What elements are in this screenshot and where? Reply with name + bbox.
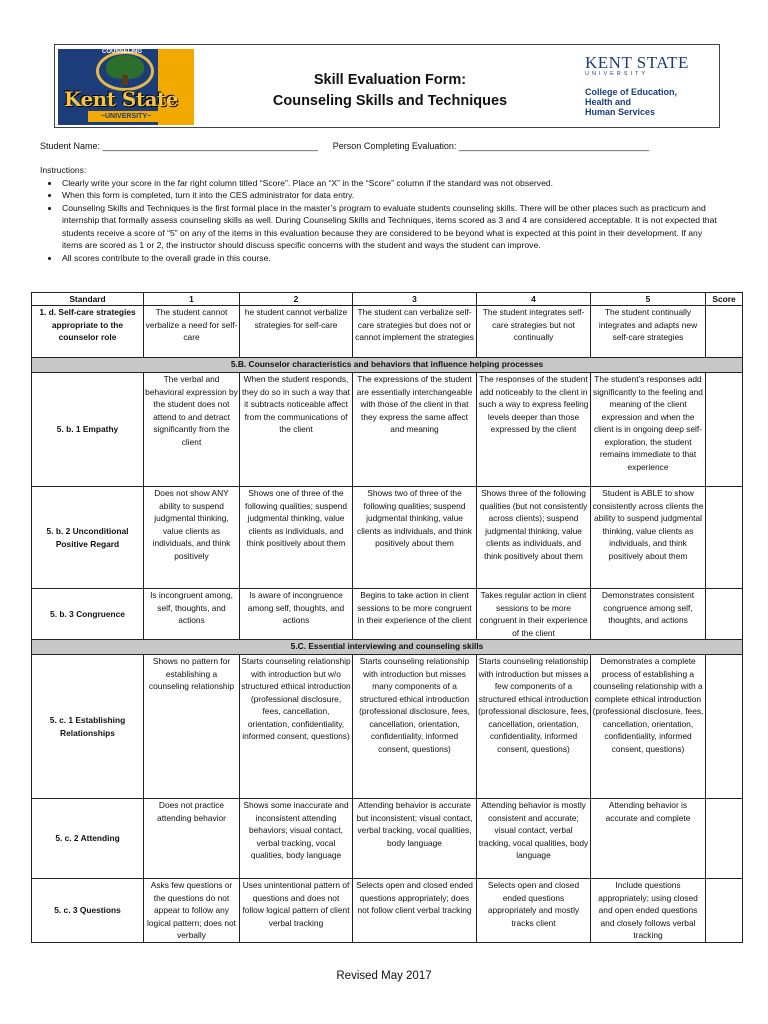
- rubric-cell: Takes regular action in client sessions to be more congruent in their experience of the client: [477, 589, 591, 640]
- rubric-cell: Is incongruent among, self, thoughts, and actions: [144, 589, 240, 640]
- rubric-cell: Selects open and closed ended questions appropriately and mostly tracks client: [477, 879, 591, 943]
- rubric-cell: Shows two of three of the following qualities; suspend judgmental thinking, value clients as individuals, and think positively about them: [353, 487, 477, 589]
- rubric-cell: Starts counseling relationship with introduction but misses a few components of a structured ethical introduction (professional disclosure, fees, cancellation, orientation, confidentiality, informed consent, questions): [477, 655, 591, 799]
- rubric-cell: Demonstrates consistent congruence among self, thoughts, and actions: [591, 589, 706, 640]
- table-row: [32, 487, 743, 589]
- rubric-cell: The student integrates self-care strategies but not continually: [477, 306, 591, 358]
- instruction-item: • Counseling Skills and Techniques is the first formal place in the master’s program to evaluate students counseling skills. There will be other places such as practicum and internship that formally assess counseling skills as well. During Counseling Skills and Techniques, items scored as 3 and 4 are considered acceptable. It is not expected that students receive a score of “5” on any of the items in this evaluation because they are considered to be beyond what is expected at this point in their development. If any items are scored as 1 or 2, the instructor should discuss specific concerns with the student and ways the student can improve.: [60, 202, 720, 252]
- rubric-cell: Demonstrates a complete process of establishing a counseling relationship with a complete ethical introduction (professional disclosure, fees, cancellation, orientation, confidentiality, informed consent, questions): [591, 655, 706, 799]
- person-completing-field[interactable]: Person Completing Evaluation: ______________________________________: [332, 141, 650, 151]
- standard-cell: 5. c. 1 Establishing Relationships: [32, 655, 144, 799]
- rubric-cell: The expressions of the student are essentially interchangeable with those of the client in that they express the same affect and meaning: [353, 373, 477, 487]
- instructions: [40, 164, 720, 264]
- rubric-cell: Attending behavior is mostly consistent and accurate; visual contact, verbal tracking, vocal qualities, body language: [477, 799, 591, 879]
- table-row: [32, 373, 743, 487]
- rubric-cell: Asks few questions or the questions do not appear to follow any logical pattern; does not verbally: [144, 879, 240, 943]
- score-cell[interactable]: [706, 306, 743, 358]
- instructions-heading: Instructions:: [40, 165, 87, 175]
- header-score-4: 4: [477, 293, 591, 306]
- rubric-cell: Is aware of incongruence among self, thoughts, and actions: [240, 589, 353, 640]
- rubric-cell: Uses unintentional pattern of questions and does not follow logical pattern of client verbal tracking: [240, 879, 353, 943]
- instruction-item: • Clearly write your score in the far right column titled “Score”. Place an “X” in the “Score” column if the standard was not observed.: [60, 177, 720, 190]
- rubric-cell: The student continually integrates and adapts new self-care strategies: [591, 306, 706, 358]
- header-score-5: 5: [591, 293, 706, 306]
- score-cell[interactable]: [706, 487, 743, 589]
- form-title: Skill Evaluation Form: Counseling Skills and Techniques: [272, 72, 508, 109]
- kent-state-counseling-logo: COUNSELING Kent State ~UNIVERSITY~: [58, 49, 194, 125]
- table-row: [32, 799, 743, 879]
- table-row: [32, 306, 743, 358]
- standard-cell: 5. c. 3 Questions: [32, 879, 144, 943]
- table-header-row: [32, 293, 743, 306]
- score-cell[interactable]: [706, 879, 743, 943]
- rubric-cell: The responses of the student add noticeably to the client in such a way to express feeling levels deeper than those expressed by the client: [477, 373, 591, 487]
- rubric-cell: Shows no pattern for establishing a counseling relationship: [144, 655, 240, 799]
- standard-cell: 1. d. Self-care strategies appropriate to the counselor role: [32, 306, 144, 358]
- section-row: [32, 358, 743, 373]
- kent-state-ehhs-logo: KENT STATE UNIVERSITY College of Education, Health and Human Services: [585, 53, 689, 117]
- standard-cell: 5. b. 3 Congruence: [32, 589, 144, 640]
- rubric-cell: Starts counseling relationship with introduction but w/o structured ethical introduction (professional disclosure, fees, cancellation, orientation, confidentiality, informed consent, questions): [240, 655, 353, 799]
- rubric-cell: Include questions appropriately; using closed and open ended questions and closely follows verbal tracking: [591, 879, 706, 943]
- table-row: [32, 655, 743, 799]
- score-cell[interactable]: [706, 373, 743, 487]
- instruction-item: • When this form is completed, turn it into the CES administrator for data entry.: [60, 189, 720, 202]
- name-fields: [40, 141, 649, 151]
- form-header: [54, 44, 720, 128]
- score-cell[interactable]: [706, 589, 743, 640]
- rubric-cell: Starts counseling relationship with introduction but misses many components of a structured ethical introduction (professional disclosure, fees, cancellation, orientation, confidentiality, informed consent, questions): [353, 655, 477, 799]
- score-cell[interactable]: [706, 799, 743, 879]
- standard-cell: 5. b. 2 Unconditional Positive Regard: [32, 487, 144, 589]
- standard-cell: 5. c. 2 Attending: [32, 799, 144, 879]
- rubric-cell: Shows some inaccurate and inconsistent attending behaviors; visual contact, verbal tracking, vocal qualities, body language: [240, 799, 353, 879]
- rubric-cell: The verbal and behavioral expression by the student does not attend to and detract significantly from the client: [144, 373, 240, 487]
- rubric-cell: Attending behavior is accurate but inconsistent; visual contact, verbal tracking, vocal qualities, body language: [353, 799, 477, 879]
- rubric-cell: The student can verbalize self-care strategies but does not or cannot implement the strategies: [353, 306, 477, 358]
- table-row: [32, 589, 743, 640]
- header-score-1: 1: [144, 293, 240, 306]
- header-standard: Standard: [32, 293, 144, 306]
- standard-cell: 5. b. 1 Empathy: [32, 373, 144, 487]
- rubric-table: [31, 292, 743, 943]
- header-score-3: 3: [353, 293, 477, 306]
- rubric-cell: When the student responds, they do so in such a way that it subtracts noticeable affect from the communications of the client: [240, 373, 353, 487]
- header-score: Score: [706, 293, 743, 306]
- rubric-cell: Shows three of the following qualities (but not consistently across clients); suspend judgmental thinking, value clients as individuals, and think positively about them: [477, 487, 591, 589]
- rubric-cell: Selects open and closed ended questions appropriately; does not follow client verbal tracking: [353, 879, 477, 943]
- revision-footer: Revised May 2017: [336, 970, 432, 982]
- rubric-cell: The student’s responses add significantly to the feeling and meaning of the client expression and when the client is in ongoing deep self-exploration, the student remains immediate to that experience: [591, 373, 706, 487]
- header-score-2: 2: [240, 293, 353, 306]
- rubric-cell: Does not practice attending behavior: [144, 799, 240, 879]
- rubric-cell: Begins to take action in client sessions to be more congruent in their experience of the client: [353, 589, 477, 640]
- rubric-cell: Attending behavior is accurate and complete: [591, 799, 706, 879]
- student-name-field[interactable]: Student Name: ___________________________________________: [40, 141, 318, 151]
- instruction-item: • All scores contribute to the overall grade in this course.: [60, 252, 720, 265]
- section-heading: 5.B. Counselor characteristics and behaviors that influence helping processes: [32, 358, 743, 373]
- rubric-cell: Shows one of three of the following qualities; suspend judgmental thinking, value clients as individuals, and think positively about them: [240, 487, 353, 589]
- rubric-cell: Student is ABLE to show consistently across clients the ability to suspend judgmental thinking, value clients as individuals, and think positively about them: [591, 487, 706, 589]
- table-row: [32, 879, 743, 943]
- section-row: [32, 640, 743, 655]
- score-cell[interactable]: [706, 655, 743, 799]
- rubric-cell: The student cannot verbalize a need for self-care: [144, 306, 240, 358]
- rubric-cell: Does not show ANY ability to suspend judgmental thinking, value clients as individuals, and think positively: [144, 487, 240, 589]
- rubric-cell: he student cannot verbalize strategies for self-care: [240, 306, 353, 358]
- section-heading: 5.C. Essential interviewing and counseling skills: [32, 640, 743, 655]
